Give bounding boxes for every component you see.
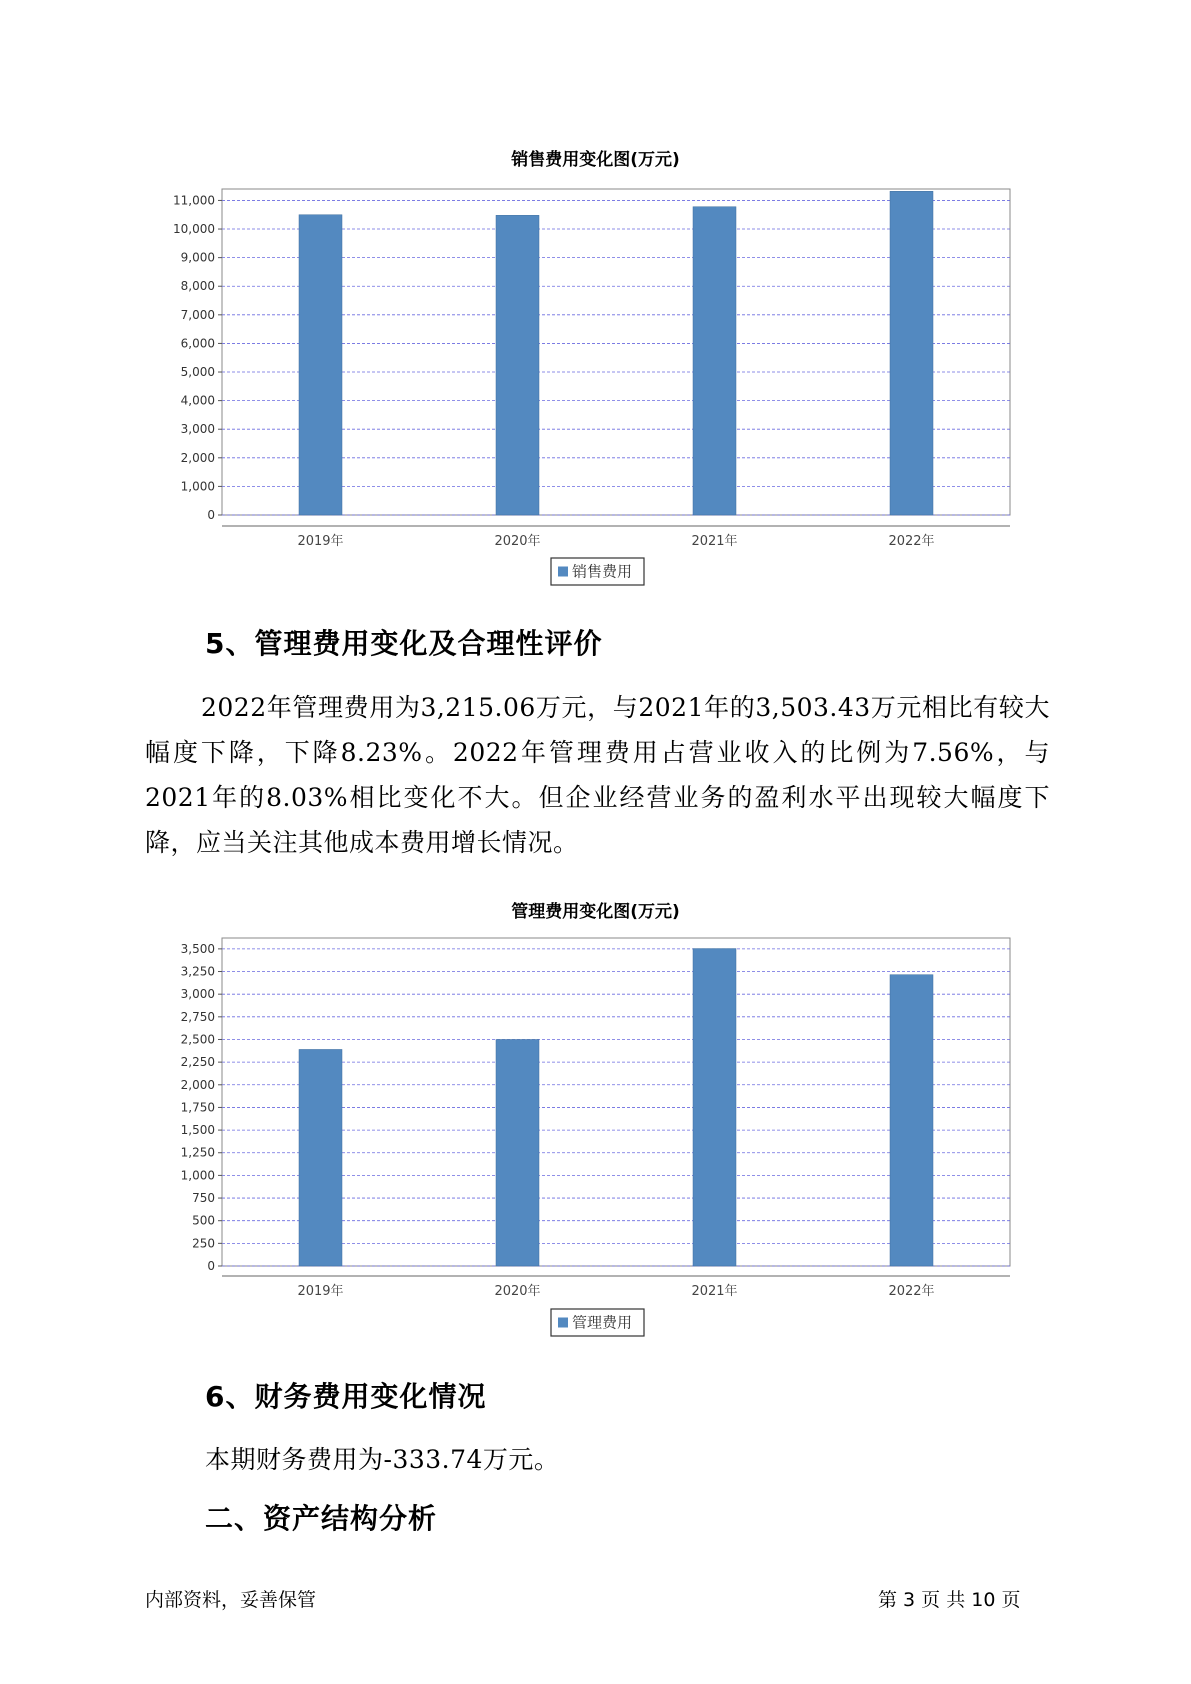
y-tick-label: 750 <box>192 1191 215 1206</box>
y-tick-label: 3,500 <box>180 941 215 956</box>
y-tick-label: 0 <box>207 1259 215 1273</box>
y-tick-label: 8,000 <box>180 279 215 294</box>
y-tick-label: 2,500 <box>180 1032 215 1047</box>
x-tick-label: 2020年 <box>494 534 541 549</box>
section-5-paragraph: 2022年管理费用为3,215.06万元，与2021年的3,503.43万元相比有较大幅度下降，下降8.23%。2022年管理费用占营业收入的比例为7.56%，与2021年的8.03%相比变化不大。但企业经营业务的盈利水平出现较大幅度下降，应当关注其他成本费用增长情况。 <box>145 693 1050 857</box>
legend-swatch <box>558 1318 568 1328</box>
x-tick-label: 2022年 <box>888 534 935 549</box>
legend-label: 管理费用 <box>572 1313 633 1332</box>
bar <box>890 975 933 1266</box>
y-tick-label: 0 <box>207 508 215 522</box>
x-tick-label: 2019年 <box>297 534 344 549</box>
x-tick-label: 2019年 <box>297 1284 344 1299</box>
y-tick-label: 1,250 <box>180 1145 215 1160</box>
y-tick-label: 4,000 <box>180 393 215 408</box>
y-tick-label: 2,000 <box>180 450 215 465</box>
sales-chart-title: 销售费用变化图(万元) <box>511 150 680 170</box>
y-tick-label: 3,250 <box>180 964 215 979</box>
x-tick-label: 2021年 <box>691 1284 738 1299</box>
section-5-heading: 5、管理费用变化及合理性评价 <box>205 627 603 660</box>
y-tick-label: 2,250 <box>180 1055 215 1070</box>
y-tick-label: 1,500 <box>180 1123 215 1138</box>
footer-right: 第 3 页 共 10 页 <box>878 1589 1021 1611</box>
legend-label: 销售费用 <box>572 562 633 581</box>
bar <box>299 1049 342 1266</box>
y-tick-label: 11,000 <box>173 193 215 208</box>
y-tick-label: 1,750 <box>180 1100 215 1115</box>
y-tick-label: 500 <box>192 1213 215 1228</box>
y-tick-label: 3,000 <box>180 422 215 437</box>
x-tick-label: 2022年 <box>888 1284 935 1299</box>
section-7-heading: 二、资产结构分析 <box>205 1502 438 1535</box>
x-tick-label: 2021年 <box>691 534 738 549</box>
y-tick-label: 2,000 <box>180 1077 215 1092</box>
y-tick-label: 1,000 <box>180 1168 215 1183</box>
y-tick-label: 9,000 <box>180 250 215 265</box>
y-tick-label: 6,000 <box>180 336 215 351</box>
x-tick-label: 2020年 <box>494 1284 541 1299</box>
y-tick-label: 5,000 <box>180 365 215 380</box>
y-tick-label: 10,000 <box>173 222 215 237</box>
footer-left: 内部资料，妥善保管 <box>145 1589 317 1611</box>
bar <box>496 1039 539 1266</box>
y-tick-label: 2,750 <box>180 1009 215 1024</box>
admin-chart-title: 管理费用变化图(万元) <box>511 902 680 922</box>
section-6-heading: 6、财务费用变化情况 <box>205 1380 487 1413</box>
bar <box>693 949 736 1266</box>
y-tick-label: 250 <box>192 1236 215 1251</box>
y-tick-label: 3,000 <box>180 987 215 1002</box>
y-tick-label: 7,000 <box>180 307 215 322</box>
y-tick-label: 1,000 <box>180 479 215 494</box>
section-6-paragraph: 本期财务费用为-333.74万元。 <box>205 1445 560 1474</box>
